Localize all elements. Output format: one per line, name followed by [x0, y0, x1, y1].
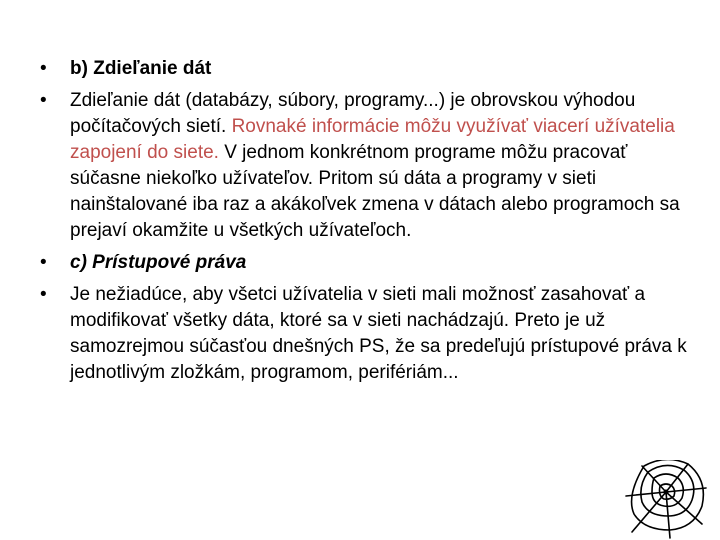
- bullet-dot: •: [40, 252, 47, 273]
- bullet-item-heading-b: [40, 56, 700, 82]
- bullet-dot: •: [40, 284, 47, 305]
- spider-dot: [664, 490, 669, 495]
- spider-web-icon: [622, 460, 710, 540]
- heading-pristupove-prava: c) Prístupové práva: [70, 252, 247, 273]
- bullet-dot: •: [40, 90, 47, 111]
- paragraph-access-rights: Je nežiadúce, aby všetci užívatelia v sieti mali možnosť zasahovať a modifikovať všetky dáta, ktoré sa v sieti nachádzajú. Preto je už samozrejmou súčasťou dnešných PS, že sa predeľujú prístupové práva k jednotlivým zložkám, programom, perifériám...: [70, 284, 687, 383]
- heading-zdielanie-dat: b) Zdieľanie dát: [70, 58, 212, 79]
- bullet-item-access-rights: [40, 282, 700, 386]
- bullet-list: [40, 56, 700, 392]
- bullet-item-heading-c: [40, 250, 700, 276]
- paragraph-highlight: Rovnaké informácie môžu využívať viacerí užívatelia zapojení do siete.: [70, 116, 675, 163]
- bullet-dot: •: [40, 58, 47, 79]
- paragraph-text-after: V jednom konkrétnom programe môžu pracovať súčasne niekoľko užívateľov. Pritom sú dáta a programy v sieti nainštalované iba raz a akákoľvek zmena v dátach alebo programoch sa prejaví okamžite u všetkých užívateľoch.: [70, 142, 680, 241]
- paragraph-text-before: Zdieľanie dát (databázy, súbory, programy...) je obrovskou výhodou počítačových sietí.: [70, 90, 636, 137]
- bullet-item-data-sharing: [40, 88, 700, 244]
